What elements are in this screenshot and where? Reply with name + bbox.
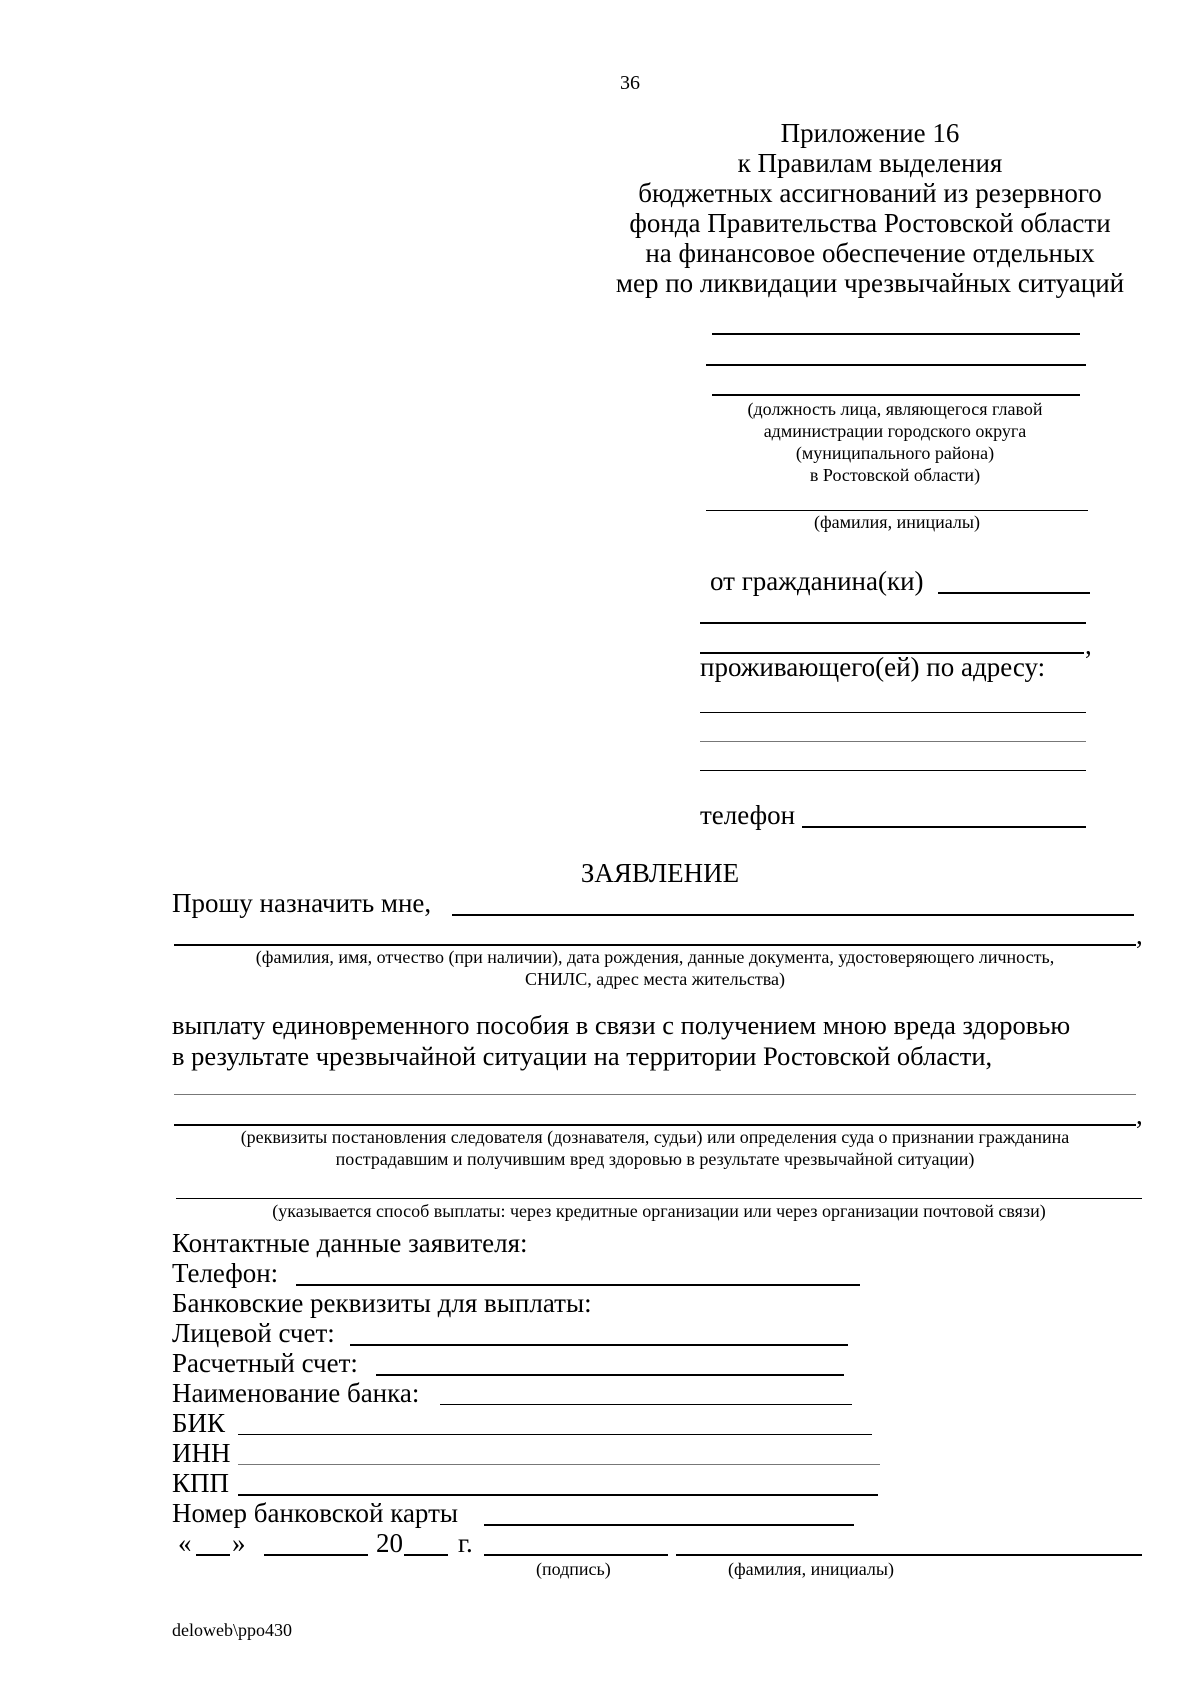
- contact-phone-line[interactable]: [296, 1284, 860, 1286]
- caption-line: (реквизиты постановления следователя (дознавателя, судьи) или определения суда о признании гражданина: [240, 1127, 1070, 1147]
- settlement-account-label: Расчетный счет:: [172, 1348, 358, 1378]
- request-label: Прошу назначить мне,: [172, 888, 432, 918]
- caption-line: (фамилия, имя, отчество (при наличии), дата рождения, данные документа, удостоверяющего личность,: [255, 947, 1055, 967]
- decree-line-1[interactable]: [174, 1094, 1136, 1095]
- caption-line: СНИЛС, адрес места жительства): [525, 969, 785, 989]
- addressee-name-caption: (фамилия, инициалы): [814, 512, 980, 532]
- date-year-prefix: 20: [376, 1528, 403, 1558]
- caption-line: (муниципального района): [795, 443, 995, 463]
- inn-label: ИНН: [172, 1438, 231, 1468]
- bank-name-label: Наименование банка:: [172, 1378, 420, 1408]
- phone-line[interactable]: [802, 826, 1086, 828]
- request-line-1[interactable]: [452, 914, 1134, 916]
- signature-name-line[interactable]: [676, 1554, 1142, 1556]
- request-comma: ,: [1136, 920, 1143, 950]
- inn-line[interactable]: [238, 1464, 880, 1465]
- contacts-heading: Контактные данные заявителя:: [172, 1228, 528, 1258]
- date-month-line[interactable]: [264, 1554, 368, 1556]
- statement-title: ЗАЯВЛЕНИЕ: [580, 858, 740, 888]
- phone-label: телефон: [700, 800, 796, 830]
- personal-account-label: Лицевой счет:: [172, 1318, 335, 1348]
- date-day-line[interactable]: [196, 1554, 230, 1556]
- settlement-account-line[interactable]: [376, 1374, 844, 1376]
- page-number: 36: [620, 72, 640, 94]
- appendix-line: на финансовое обеспечение отдельных: [645, 238, 1095, 268]
- address-label: проживающего(ей) по адресу:: [700, 652, 1046, 682]
- kpp-line[interactable]: [238, 1494, 878, 1496]
- signature-line[interactable]: [484, 1554, 668, 1556]
- bank-name-line[interactable]: [440, 1404, 852, 1405]
- appendix-line: бюджетных ассигнований из резервного: [638, 178, 1102, 208]
- date-year-line[interactable]: [404, 1554, 448, 1556]
- payment-method-caption: (указывается способ выплаты: через кредитные организации или через организации почтовой связи): [272, 1201, 1046, 1221]
- kpp-label: КПП: [172, 1468, 230, 1498]
- citizen-comma: ,: [1085, 630, 1092, 660]
- appendix-block: [600, 118, 1140, 298]
- bik-line[interactable]: [238, 1434, 872, 1435]
- citizen-name-line-1[interactable]: [938, 592, 1090, 594]
- caption-line: в Ростовской области): [809, 465, 981, 485]
- addressee-position-line-1[interactable]: [712, 333, 1080, 335]
- signature-caption: (подпись): [536, 1559, 611, 1579]
- purpose-line-2: в результате чрезвычайной ситуации на территории Ростовской области,: [172, 1041, 993, 1071]
- bik-label: БИК: [172, 1408, 226, 1438]
- addressee-position-line-2[interactable]: [706, 364, 1086, 366]
- citizen-name-line-2[interactable]: [700, 622, 1086, 624]
- purpose-line-1: выплату единовременного пособия в связи с получением мною вреда здоровью: [172, 1010, 1071, 1040]
- caption-line: администрации городского округа: [763, 421, 1027, 441]
- person-caption: [174, 946, 1136, 990]
- caption-line: пострадавшим и получившим вред здоровью в результате чрезвычайной ситуации): [335, 1149, 975, 1169]
- card-number-label: Номер банковской карты: [172, 1498, 459, 1528]
- appendix-line: мер по ликвидации чрезвычайных ситуаций: [615, 268, 1125, 298]
- bank-heading: Банковские реквизиты для выплаты:: [172, 1288, 592, 1318]
- appendix-line: к Правилам выделения: [737, 148, 1003, 178]
- date-close-quote: »: [232, 1528, 246, 1558]
- caption-line: (должность лица, являющегося главой: [747, 399, 1043, 419]
- date-open-quote: «: [178, 1528, 192, 1558]
- address-line-2[interactable]: [700, 741, 1086, 742]
- address-line-3[interactable]: [700, 770, 1086, 771]
- payment-method-line[interactable]: [176, 1198, 1142, 1199]
- personal-account-line[interactable]: [350, 1344, 848, 1346]
- signature-name-caption: (фамилия, инициалы): [728, 1559, 894, 1579]
- contact-phone-label: Телефон:: [172, 1258, 279, 1288]
- card-number-line[interactable]: [484, 1524, 854, 1526]
- address-line-1[interactable]: [700, 712, 1086, 713]
- document-footer-code: deloweb\ppo430: [172, 1620, 292, 1640]
- decree-caption: [174, 1126, 1136, 1170]
- from-citizen-label: от гражданина(ки): [710, 566, 924, 596]
- date-year-suffix: г.: [458, 1528, 473, 1558]
- appendix-line: фонда Правительства Ростовской области: [629, 208, 1111, 238]
- addressee-position-caption: [700, 398, 1090, 486]
- decree-comma: ,: [1136, 1100, 1143, 1130]
- appendix-line: Приложение 16: [780, 118, 960, 148]
- addressee-position-line-3[interactable]: [712, 394, 1080, 396]
